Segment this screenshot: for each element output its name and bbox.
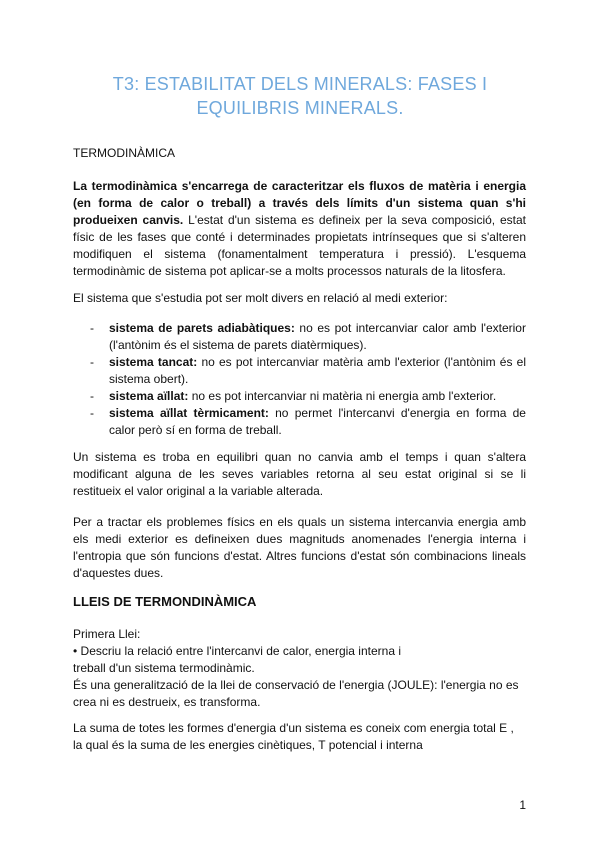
title-line-1: T3: ESTABILITAT DELS MINERALS: FASES I [112,74,488,94]
list-item: - sistema tancat: no es pot intercanviar matèria amb l'exterior (l'antònim és el sistema obert). [90,355,526,386]
systems-intro-text: El sistema que s'estudia pot ser molt divers en relació al medi exterior: [73,291,448,305]
intro-paragraph [73,178,526,280]
intro-line-6: termodinàmic de sistema pot aplicar-se a molts processos naturals de la litosfera. [73,264,506,278]
section-heading-termodinamica: TERMODINÀMICA [73,146,175,160]
list-item: - sistema aïllat: no es pot intercanviar ni matèria ni energia amb l'exterior. [90,389,497,403]
intro-bold-line-3: produeixen canvis. [73,213,184,227]
document-title [60,72,540,120]
equilibrium-paragraph: Un sistema es troba en equilibri quan no canvia amb el temps i quan s'altera modificant alguna de les seves variables retorna al seu estat original si se li restitueix el valor original a la variable alterada. [73,450,526,498]
intro-line-5: modifiquen el sistema (fonamentalment temperatura i pressió). L'esquema [73,247,526,261]
list-item: - sistema de parets adiabàtiques: no es pot intercanviar calor amb l'exterior (l'antònim és el sistema de parets diatèrmiques). [90,321,526,352]
intro-bold-line-2: (en forma de calor o treball) a través dels límits d'un sistema quan s'hi [73,196,526,210]
state-functions-paragraph: Per a tractar els problemes físics en els quals un sistema intercanvia energia amb els medi exterior es defineixen dues magnituds anomenades l'energia interna i l'entropia que són funcions d'estat. Altres funcions d'estat són combinacions lineals d'aquestes dues. [73,515,526,580]
intro-bold-line-1: La termodinàmica s'encarrega de caracteritzar els fluxos de matèria i energia [73,179,526,193]
list-item: - sistema aïllat tèrmicament: no permet l'intercanvi d'energia en forma de calor però sí en forma de treball. [90,406,526,437]
systems-list [73,320,526,439]
intro-line-3-rest: L'estat d'un sistema es defineix per la seva composició, estat [183,213,527,227]
first-law-paragraph: Primera Llei: • Descriu la relació entre l'intercanvi de calor, energia interna i treball d'un sistema termodinàmic. És una generalització de la llei de conservació de l'energia (JOULE): l'energia no es crea ni es destrueix, es transforma. [73,627,519,709]
total-energy-paragraph: La suma de totes les formes d'energia d'un sistema es coneix com energia total E , la qual és la suma de les energies cinètiques, T potencial i interna [73,721,514,752]
section-heading-lleis: LLEIS DE TERMONDINÀMICA [73,594,257,609]
page-number: 1 [519,798,526,812]
title-line-2: EQUILIBRIS MINERALS. [196,98,404,118]
intro-line-4: físic de les fases que conté i determinades propietats intrínseques que si s'alteren [73,230,526,244]
